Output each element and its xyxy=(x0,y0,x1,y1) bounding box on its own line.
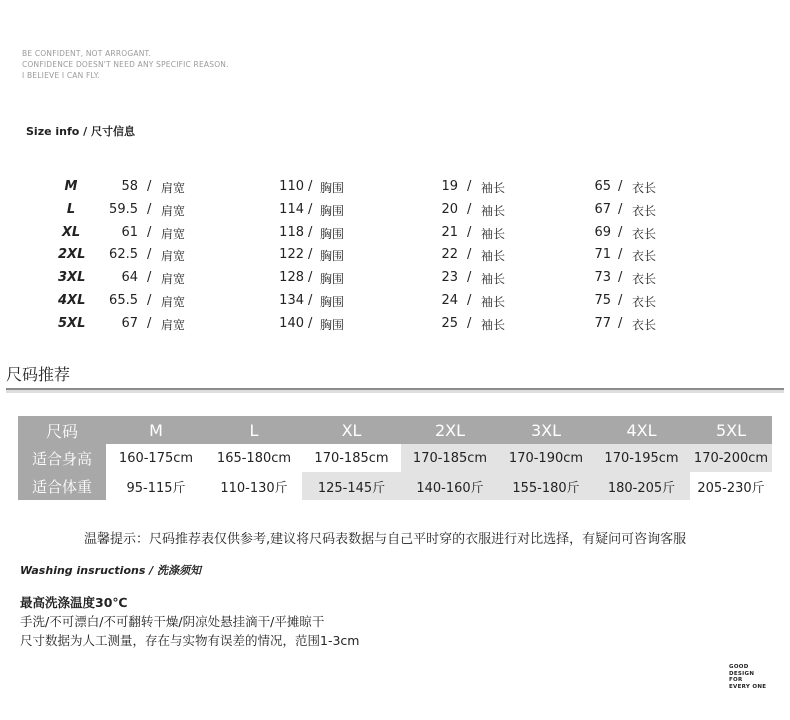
shoulder-label: 肩宽 xyxy=(161,272,186,287)
separator: / xyxy=(618,247,623,263)
separator: / xyxy=(147,201,152,217)
shoulder-value: 59.5 xyxy=(109,201,138,217)
length-label: 衣长 xyxy=(632,226,657,241)
row-header-cell: 适合身高 xyxy=(18,444,106,472)
size-info-row xyxy=(0,247,790,269)
length-value: 73 xyxy=(594,270,611,286)
shoulder-label: 肩宽 xyxy=(161,181,186,195)
size-label: M xyxy=(64,179,78,194)
size-label: XL xyxy=(61,224,81,240)
logo-line: DESIGN xyxy=(729,670,755,677)
sleeve-value: 20 xyxy=(441,201,458,217)
brand-logo-text xyxy=(729,664,766,690)
washing-title: Washing insructions / 洗涤须知 xyxy=(20,564,202,577)
sleeve-label: 袖长 xyxy=(481,226,506,241)
shoulder-value: 64 xyxy=(121,270,138,286)
length-label: 衣长 xyxy=(632,317,657,332)
logo-line: GOOD xyxy=(729,664,749,670)
header-cell: M xyxy=(106,416,206,444)
slogan-line-1: BE CONFIDENT, NOT ARROGANT. xyxy=(22,49,151,58)
header-cell: XL xyxy=(302,416,401,444)
size-info-row xyxy=(0,270,790,292)
size-label: 4XL xyxy=(58,293,86,308)
length-value: 69 xyxy=(594,224,611,240)
chest-label: 胸围 xyxy=(320,181,345,195)
shoulder-value: 61 xyxy=(121,224,138,240)
separator: / xyxy=(467,247,472,263)
chest-value: 110 xyxy=(279,179,304,194)
length-label: 衣长 xyxy=(632,181,657,195)
length-label: 衣长 xyxy=(632,295,657,309)
table-cell: 95-115斤 xyxy=(106,472,206,500)
chest-label: 胸围 xyxy=(320,317,345,332)
slogan-line-2: CONFIDENCE DOESN'T NEED ANY SPECIFIC REASON. xyxy=(22,60,229,69)
header-cell: 5XL xyxy=(690,416,772,444)
size-info-row xyxy=(0,293,790,315)
size-info-row xyxy=(0,202,790,224)
chest-label: 胸围 xyxy=(320,226,345,241)
washing-line-temperature: 最高洗涤温度30℃ xyxy=(20,595,128,610)
slogan-text xyxy=(22,48,229,81)
shoulder-value: 62.5 xyxy=(109,247,138,263)
header-cell: 2XL xyxy=(401,416,499,444)
separator: / xyxy=(147,270,152,286)
table-cell: 155-180斤 xyxy=(499,472,593,500)
sleeve-value: 19 xyxy=(441,179,458,194)
sleeve-value: 21 xyxy=(441,224,458,240)
separator: / xyxy=(618,270,623,286)
sleeve-value: 25 xyxy=(441,315,458,331)
size-label: 3XL xyxy=(58,270,86,286)
shoulder-label: 肩宽 xyxy=(161,249,186,264)
washing-line-care: 手洗/不可漂白/不可翻转干燥/阴凉处悬挂滴干/平摊晾干 xyxy=(20,614,325,629)
table-cell: 170-200cm xyxy=(690,444,772,472)
length-value: 71 xyxy=(594,247,611,263)
table-row-weight xyxy=(18,472,772,500)
size-info-row xyxy=(0,225,790,247)
sleeve-value: 23 xyxy=(441,270,458,286)
separator: / xyxy=(467,293,472,308)
separator: / xyxy=(308,201,313,217)
separator: / xyxy=(618,315,623,331)
length-label: 衣长 xyxy=(632,249,657,264)
table-cell: 170-185cm xyxy=(401,444,499,472)
length-value: 67 xyxy=(594,201,611,217)
separator: / xyxy=(467,201,472,217)
size-info-row xyxy=(0,179,790,201)
chest-value: 140 xyxy=(279,315,304,331)
logo-line: FOR xyxy=(729,677,743,683)
separator: / xyxy=(308,224,313,240)
separator: / xyxy=(308,179,313,194)
sleeve-label: 袖长 xyxy=(481,272,506,287)
table-cell: 160-175cm xyxy=(106,444,206,472)
separator: / xyxy=(308,247,313,263)
separator: / xyxy=(618,224,623,240)
table-cell: 110-130斤 xyxy=(206,472,302,500)
shoulder-label: 肩宽 xyxy=(161,203,186,218)
sleeve-label: 袖长 xyxy=(481,295,506,309)
sleeve-label: 袖长 xyxy=(481,249,506,264)
size-recommend-title: 尺码推荐 xyxy=(6,365,71,384)
header-cell: 尺码 xyxy=(18,416,106,444)
separator: / xyxy=(467,224,472,240)
table-cell: 125-145斤 xyxy=(302,472,401,500)
header-cell: L xyxy=(206,416,302,444)
separator: / xyxy=(308,270,313,286)
size-tip-text: 温馨提示：尺码推荐表仅供参考,建议将尺码表数据与自己平时穿的衣服进行对比选择，有疑问可咨询客服 xyxy=(84,532,687,547)
separator: / xyxy=(147,315,152,331)
chest-value: 118 xyxy=(279,224,304,240)
chest-label: 胸围 xyxy=(320,272,345,287)
separator: / xyxy=(147,247,152,263)
header-cell: 3XL xyxy=(499,416,593,444)
table-cell: 140-160斤 xyxy=(401,472,499,500)
table-cell: 170-185cm xyxy=(302,444,401,472)
separator: / xyxy=(618,201,623,217)
size-info-row xyxy=(0,316,790,338)
separator: / xyxy=(618,179,623,194)
header-cell: 4XL xyxy=(593,416,690,444)
table-cell: 170-190cm xyxy=(499,444,593,472)
length-value: 75 xyxy=(594,293,611,308)
table-cell: 165-180cm xyxy=(206,444,302,472)
size-info-title: Size info / 尺寸信息 xyxy=(26,125,136,138)
shoulder-label: 肩宽 xyxy=(161,226,186,241)
shoulder-value: 58 xyxy=(121,179,138,194)
washing-instructions xyxy=(20,593,359,650)
table-cell: 170-195cm xyxy=(593,444,690,472)
shoulder-label: 肩宽 xyxy=(161,317,186,332)
separator: / xyxy=(618,293,623,308)
chest-value: 122 xyxy=(279,247,304,263)
size-label: 2XL xyxy=(58,247,86,263)
separator: / xyxy=(467,315,472,331)
sleeve-label: 袖长 xyxy=(481,317,506,332)
shoulder-value: 67 xyxy=(121,315,138,331)
size-label: 5XL xyxy=(58,315,86,331)
length-value: 77 xyxy=(594,315,611,331)
separator: / xyxy=(467,179,472,194)
length-label: 衣长 xyxy=(632,203,657,218)
separator: / xyxy=(147,179,152,194)
row-header-cell: 适合体重 xyxy=(18,472,106,500)
table-header-row xyxy=(18,416,772,444)
sleeve-value: 22 xyxy=(441,247,458,263)
chest-label: 胸围 xyxy=(320,203,345,218)
sleeve-label: 袖长 xyxy=(481,203,506,218)
sleeve-value: 24 xyxy=(441,293,458,308)
separator: / xyxy=(147,224,152,240)
separator: / xyxy=(147,293,152,308)
chest-value: 134 xyxy=(279,293,304,308)
shoulder-value: 65.5 xyxy=(109,293,138,308)
chest-label: 胸围 xyxy=(320,249,345,264)
table-row-height xyxy=(18,444,772,472)
shoulder-label: 肩宽 xyxy=(161,295,186,309)
separator: / xyxy=(308,293,313,308)
slogan-line-3: I BELIEVE I CAN FLY. xyxy=(22,71,100,80)
table-cell: 180-205斤 xyxy=(593,472,690,500)
sleeve-label: 袖长 xyxy=(481,181,506,195)
logo-line: EVERY ONE xyxy=(729,683,767,690)
table-cell: 205-230斤 xyxy=(690,472,772,500)
size-label: L xyxy=(66,201,76,217)
chest-value: 114 xyxy=(279,201,304,217)
length-value: 65 xyxy=(594,179,611,194)
chest-label: 胸围 xyxy=(320,295,345,309)
separator: / xyxy=(308,315,313,331)
washing-line-measurement: 尺寸数据为人工测量，存在与实物有误差的情况，范围1-3cm xyxy=(20,633,360,648)
section-divider-shadow xyxy=(6,390,784,393)
size-recommend-table xyxy=(18,416,772,500)
separator: / xyxy=(467,270,472,286)
length-label: 衣长 xyxy=(632,272,657,287)
chest-value: 128 xyxy=(279,270,304,286)
